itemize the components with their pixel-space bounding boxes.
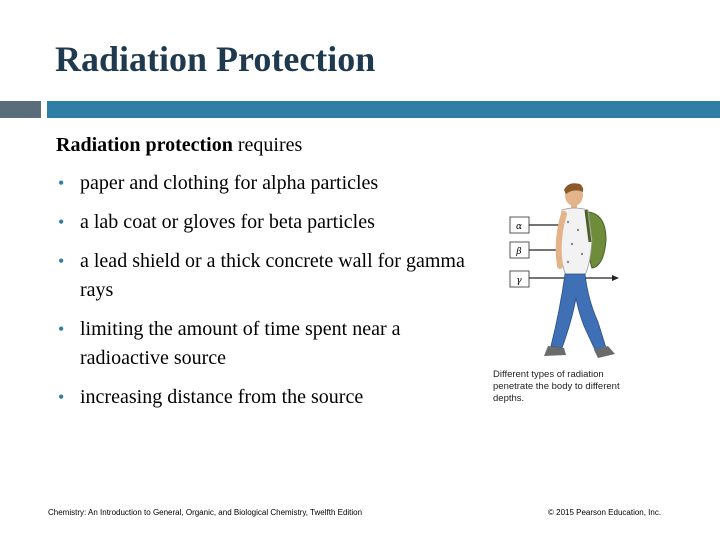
slide-title: Radiation Protection [55,39,376,79]
bullet-item [56,315,486,373]
bullet-text: limiting the amount of time spent near a radioactive source [80,318,401,369]
intro-bold: Radiation protection [56,134,233,156]
bullet-item [56,208,486,237]
intro-rest: requires [232,134,303,156]
alpha-label: α [515,222,523,232]
bullet-dot: • [58,212,65,232]
figure-caption: Different types of radiation penetrate the body to different depths. [493,369,620,404]
bullet-item [56,383,486,412]
bullet-dot: • [58,387,65,407]
beta-label: β [516,247,522,257]
bullet-dot: • [58,173,65,193]
bullet-text: a lab coat or gloves for beta particles [80,211,375,233]
person-figure [544,183,615,358]
slide-content [56,131,486,422]
accent-square [0,101,41,118]
bullet-text: paper and clothing for alpha particles [80,172,379,194]
bullet-text: a lead shield or a thick concrete wall for gamma rays [80,250,465,301]
footer-source: Chemistry: An Introduction to General, Organic, and Biological Chemistry, Twelfth Edition [48,508,363,517]
gamma-label: γ [516,276,522,286]
bullet-item [56,169,486,198]
bullet-item [56,247,486,305]
bullet-dot: • [58,251,65,271]
intro-line [56,131,486,159]
bullet-text: increasing distance from the source [80,386,364,408]
accent-bar [47,101,720,118]
walking-student-illustration [488,180,648,395]
bullet-dot: • [58,319,65,339]
bullet-list [56,169,486,412]
footer-copyright: © 2015 Pearson Education, Inc. [548,508,662,517]
